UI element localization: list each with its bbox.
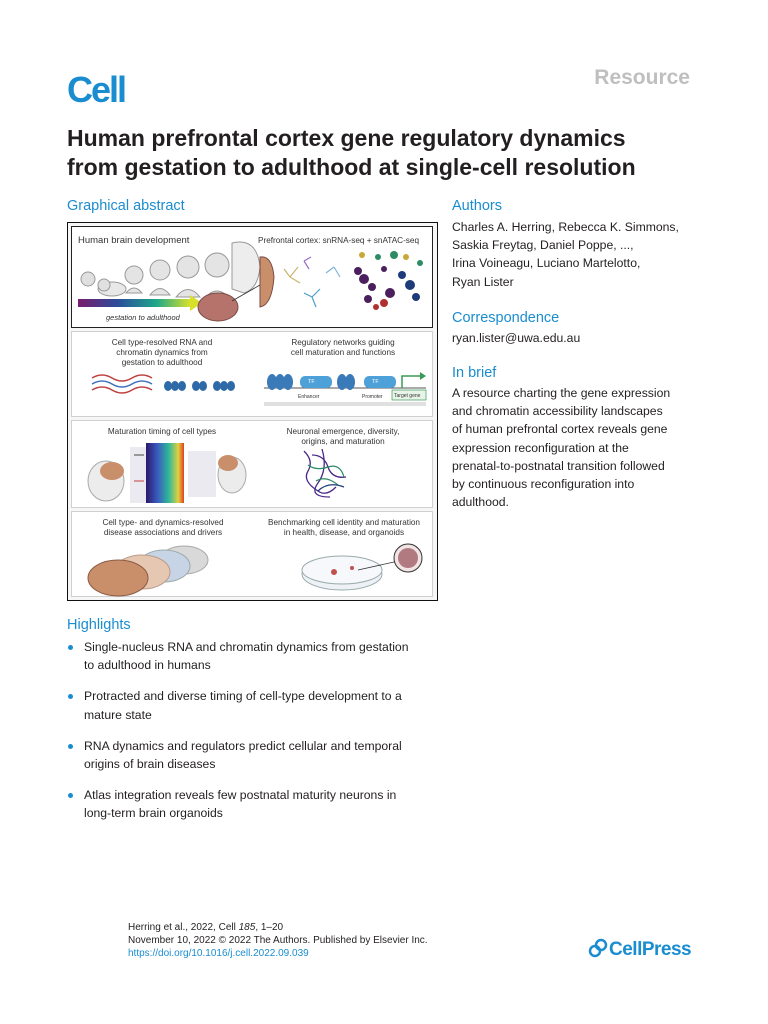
cellpress-logo: CellPress [588, 938, 691, 961]
in-brief-text: A resource charting the gene expression and chromatin accessibility landscapes of human prefrontal cortex reveals gene expression reconfiguration at the prenatal-to-postnatal transition followed by continuous reconfiguration into adulthood. [452, 386, 671, 510]
authors-heading: Authors [452, 198, 502, 214]
bullet-icon [68, 694, 73, 699]
ga-panel-maturation [71, 420, 433, 508]
ga-panel2-right-text: Regulatory networks guiding cell maturation and functions [290, 338, 396, 357]
highlights-heading: Highlights [67, 617, 131, 633]
ga-panel-development [71, 226, 433, 328]
in-brief-heading: In brief [452, 365, 497, 381]
ga-enhancer-label: Enhancer [298, 394, 320, 400]
doi-link[interactable]: https://doi.org/10.1016/j.cell.2022.09.039 [128, 948, 309, 959]
highlight-item: Single-nucleus RNA and chromatin dynamics from gestation to adulthood in humans [67, 638, 447, 674]
highlight-item: Atlas integration reveals few postnatal maturity neurons in long-term brain organoids [67, 786, 447, 822]
ga-tf-label-1: TF [308, 379, 315, 385]
ga-panel1-title: Human brain development [78, 235, 190, 246]
correspondence-email[interactable]: ryan.lister@uwa.edu.au [452, 331, 581, 345]
bullet-icon [68, 793, 73, 798]
ga-panel4-left-text: Cell type- and dynamics-resolved disease associations and drivers [102, 518, 224, 537]
brain-development-illustration [72, 227, 432, 327]
graphical-abstract-heading: Graphical abstract [67, 198, 185, 214]
graphical-abstract-figure [67, 222, 438, 601]
ga-arrow-label: gestation to adulthood [106, 313, 180, 322]
ga-panel1-right-title: Prefrontal cortex: snRNA-seq + snATAC-seq [258, 236, 420, 245]
highlight-item: RNA dynamics and regulators predict cellular and temporal origins of brain diseases [67, 737, 447, 773]
title-line-2: from gestation to adulthood at single-cell resolution [67, 154, 636, 180]
highlights-list [67, 638, 447, 836]
ga-target-gene-label: Target gene [394, 393, 421, 399]
ga-panel2-left-text: Cell type-resolved RNA and chromatin dynamics from gestation to adulthood [111, 338, 213, 367]
cellpress-mark-icon [588, 938, 608, 958]
highlight-item: Protracted and diverse timing of cell-type development to a mature state [67, 687, 447, 723]
chromatin-illustration [72, 332, 432, 418]
correspondence-heading: Correspondence [452, 310, 560, 326]
journal-logo: Cell [67, 69, 126, 110]
disease-organoid-illustration [72, 512, 432, 598]
ga-panel3-right-text: Neuronal emergence, diversity, origins, and maturation [286, 427, 400, 446]
article-title [67, 124, 727, 182]
copyright-line: November 10, 2022 © 2022 The Authors. Published by Elsevier Inc. [128, 935, 428, 946]
bullet-icon [68, 645, 73, 650]
maturation-illustration [72, 421, 432, 509]
ga-tf-label-2: TF [372, 379, 379, 385]
article-type-label: Resource [594, 66, 690, 89]
ga-panel4-right-text: Benchmarking cell identity and maturation in health, disease, and organoids [267, 518, 420, 537]
citation-block [128, 921, 428, 960]
ga-panel-disease [71, 511, 433, 597]
bullet-icon [68, 744, 73, 749]
ga-panel3-left-text: Maturation timing of cell types [107, 427, 217, 436]
ga-panel-dynamics [71, 331, 433, 417]
title-line-1: Human prefrontal cortex gene regulatory dynamics [67, 125, 626, 151]
authors-list: Charles A. Herring, Rebecca K. Simmons, Saskia Freytag, Daniel Poppe, ..., Irina Voineagu, Luciano Martelotto, Ryan Lister [452, 220, 679, 289]
ga-promoter-label: Promoter [362, 394, 383, 400]
citation-line: Herring et al., 2022, Cell 185, 1–20 [128, 922, 284, 933]
